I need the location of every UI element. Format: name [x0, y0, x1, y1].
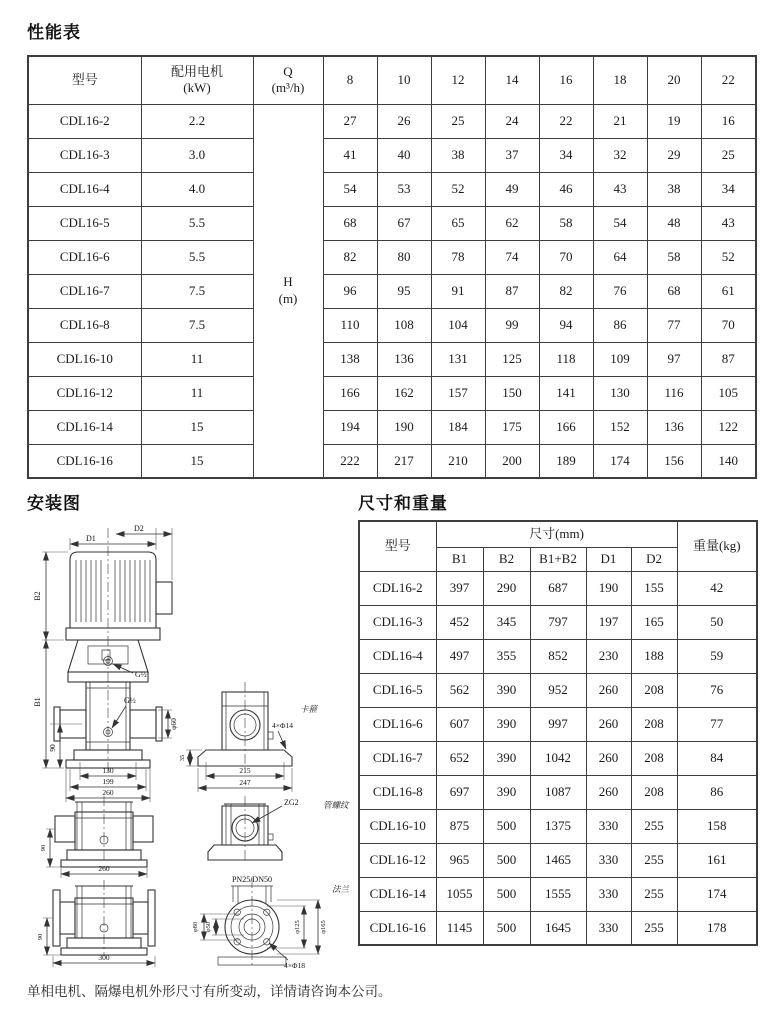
cell-d2: 208	[631, 775, 677, 809]
flange-connection-view	[192, 875, 351, 970]
cell-d1: 330	[586, 809, 631, 843]
cell-head-value: 156	[647, 444, 701, 478]
cell-model: CDL16-12	[28, 376, 141, 410]
cell-model: CDL16-12	[359, 843, 436, 877]
cell-model: CDL16-10	[28, 342, 141, 376]
motor-body	[70, 552, 156, 628]
cell-model: CDL16-6	[359, 707, 436, 741]
cell-model: CDL16-8	[28, 308, 141, 342]
cell-head-value: 29	[647, 138, 701, 172]
cell-b1: 497	[436, 639, 483, 673]
cell-b1b2: 1555	[530, 877, 586, 911]
flange-type-label: 法兰	[332, 884, 350, 894]
dim-260-label: 260	[102, 788, 114, 797]
cell-d1: 260	[586, 775, 631, 809]
table-row	[28, 104, 756, 138]
dim-90-label: 90	[40, 844, 47, 852]
dim-300-label: 300	[98, 953, 110, 962]
dims-col-size: B2	[483, 547, 530, 571]
cell-head-value: 67	[377, 206, 431, 240]
cell-head-value: 32	[593, 138, 647, 172]
cell-d2: 208	[631, 707, 677, 741]
table-row	[359, 775, 757, 809]
cell-motor-kw: 5.5	[141, 206, 253, 240]
cell-motor-kw: 4.0	[141, 172, 253, 206]
cell-head-value: 122	[701, 410, 756, 444]
table-row	[359, 571, 757, 605]
cell-model: CDL16-5	[28, 206, 141, 240]
cell-head-value: 70	[539, 240, 593, 274]
cell-d1: 197	[586, 605, 631, 639]
cell-head-value: 49	[485, 172, 539, 206]
head-unit-line1: H	[283, 273, 293, 289]
dim-d2-label: D2	[134, 524, 144, 533]
footer-note: 单相电机、隔爆电机外形尺寸有所变动，详情请咨询本公司。	[27, 984, 392, 999]
cell-head-value: 64	[593, 240, 647, 274]
dimensions-section-title: 尺寸和重量	[358, 494, 448, 513]
cell-b1b2: 797	[530, 605, 586, 639]
cell-head-value: 80	[377, 240, 431, 274]
cell-head-value: 157	[431, 376, 485, 410]
cell-model: CDL16-7	[28, 274, 141, 308]
cell-b2: 500	[483, 877, 530, 911]
cell-d2: 165	[631, 605, 677, 639]
cell-head-value: 194	[323, 410, 377, 444]
dimensions-table	[358, 520, 758, 946]
cell-head-value: 52	[701, 240, 756, 274]
cell-head-value: 26	[377, 104, 431, 138]
cell-head-value: 34	[539, 138, 593, 172]
dims-col-size-group: 尺寸(mm)	[436, 521, 677, 547]
cell-head-value: 190	[377, 410, 431, 444]
cell-b2: 500	[483, 809, 530, 843]
cell-head-value: 99	[485, 308, 539, 342]
col-header-flow-value: 8	[323, 56, 377, 104]
cell-head-value: 38	[431, 138, 485, 172]
dims-col-size: D2	[631, 547, 677, 571]
cell-b1b2: 1645	[530, 911, 586, 945]
cell-motor-kw: 11	[141, 376, 253, 410]
cell-head-value: 76	[593, 274, 647, 308]
performance-table	[27, 55, 757, 479]
cell-head-value: 86	[593, 308, 647, 342]
dimensions-body	[359, 571, 757, 945]
performance-body	[28, 104, 756, 478]
table-row	[359, 605, 757, 639]
cell-head-value: 68	[323, 206, 377, 240]
cell-head-value: 222	[323, 444, 377, 478]
dim-199-label: 199	[102, 777, 114, 786]
discharge-port	[130, 710, 156, 738]
cell-b1b2: 1375	[530, 809, 586, 843]
cell-b1: 607	[436, 707, 483, 741]
cell-head-value: 140	[701, 444, 756, 478]
cell-head-value: 19	[647, 104, 701, 138]
cell-head-value: 131	[431, 342, 485, 376]
cell-head-value: 16	[701, 104, 756, 138]
table-row	[28, 172, 756, 206]
col-header-motor-line1: 配用电机	[170, 64, 223, 79]
cell-head-value: 97	[647, 342, 701, 376]
cell-d2: 255	[631, 809, 677, 843]
dim-phi80-label: φ80	[192, 921, 199, 933]
cell-model: CDL16-4	[359, 639, 436, 673]
cell-b2: 390	[483, 775, 530, 809]
cell-b2: 290	[483, 571, 530, 605]
cell-d2: 255	[631, 843, 677, 877]
col-header-flow-line1: Q	[283, 64, 293, 79]
cell-weight: 178	[677, 911, 757, 945]
cell-head-value: 210	[431, 444, 485, 478]
dim-90-label: 90	[48, 744, 57, 752]
cell-head-value: 54	[323, 172, 377, 206]
performance-section-title: 性能表	[27, 23, 81, 42]
cell-head-value: 52	[431, 172, 485, 206]
cell-b1: 965	[436, 843, 483, 877]
cell-b2: 390	[483, 707, 530, 741]
cell-head-value: 58	[647, 240, 701, 274]
cell-head-value: 58	[539, 206, 593, 240]
dim-phi125-label: φ125	[294, 920, 301, 934]
cell-model: CDL16-16	[28, 444, 141, 478]
cell-head-value: 21	[593, 104, 647, 138]
motor-flange	[66, 628, 160, 640]
cell-head-value: 105	[701, 376, 756, 410]
dim-phi50-label: φ50	[205, 921, 212, 933]
cell-d1: 260	[586, 741, 631, 775]
col-header-flow-value: 12	[431, 56, 485, 104]
cell-head-value: 70	[701, 308, 756, 342]
dim-g-half-side-label: G½	[124, 696, 136, 705]
cell-b2: 355	[483, 639, 530, 673]
cell-motor-kw: 15	[141, 444, 253, 478]
col-header-flow	[253, 56, 323, 104]
cell-d2: 208	[631, 673, 677, 707]
cell-weight: 50	[677, 605, 757, 639]
cell-weight: 161	[677, 843, 757, 877]
cell-head-value: 40	[377, 138, 431, 172]
cell-weight: 76	[677, 673, 757, 707]
table-row	[28, 206, 756, 240]
cell-b1: 397	[436, 571, 483, 605]
table-row	[28, 274, 756, 308]
table-row	[359, 639, 757, 673]
col-header-motor	[141, 56, 253, 104]
cell-model: CDL16-5	[359, 673, 436, 707]
col-header-flow-value: 18	[593, 56, 647, 104]
cell-head-value: 34	[701, 172, 756, 206]
cell-head-value: 74	[485, 240, 539, 274]
cell-b1b2: 1087	[530, 775, 586, 809]
cell-head-value: 38	[647, 172, 701, 206]
cell-d2: 255	[631, 877, 677, 911]
cell-model: CDL16-2	[359, 571, 436, 605]
cell-head-value: 77	[647, 308, 701, 342]
dims-col-size: B1+B2	[530, 547, 586, 571]
table-row	[28, 308, 756, 342]
cell-head-value: 37	[485, 138, 539, 172]
clamp-type-label: 卡箍	[300, 704, 318, 714]
dim-215-label: 215	[239, 766, 251, 775]
cell-head-value: 166	[323, 376, 377, 410]
cell-motor-kw: 3.0	[141, 138, 253, 172]
cell-head-value: 95	[377, 274, 431, 308]
cell-head-value: 61	[701, 274, 756, 308]
cell-head-value: 116	[647, 376, 701, 410]
col-header-flow-line2: (m³/h)	[271, 80, 305, 96]
cell-motor-kw: 2.2	[141, 104, 253, 138]
cell-head-value: 118	[539, 342, 593, 376]
cell-head-value: 104	[431, 308, 485, 342]
col-header-flow-value: 14	[485, 56, 539, 104]
cell-motor-kw: 5.5	[141, 240, 253, 274]
cell-d1: 190	[586, 571, 631, 605]
cell-model: CDL16-14	[28, 410, 141, 444]
cell-b1: 1055	[436, 877, 483, 911]
cell-d1: 260	[586, 707, 631, 741]
cell-d2: 188	[631, 639, 677, 673]
cell-head-value: 138	[323, 342, 377, 376]
motor-terminal-box	[156, 582, 172, 614]
cell-head-value: 78	[431, 240, 485, 274]
cell-motor-kw: 7.5	[141, 274, 253, 308]
cell-weight: 84	[677, 741, 757, 775]
cell-head-value: 136	[647, 410, 701, 444]
cell-head-value: 130	[593, 376, 647, 410]
cell-head-value: 46	[539, 172, 593, 206]
cell-b1: 1145	[436, 911, 483, 945]
cell-model: CDL16-6	[28, 240, 141, 274]
cell-head-value: 189	[539, 444, 593, 478]
cell-head-value: 82	[539, 274, 593, 308]
pump-side-view-flanged	[37, 880, 155, 967]
cell-head-value: 54	[593, 206, 647, 240]
cell-b1b2: 1042	[530, 741, 586, 775]
cell-model: CDL16-7	[359, 741, 436, 775]
dimensions-header-row1	[359, 521, 757, 547]
cell-head-value: 62	[485, 206, 539, 240]
cell-b1: 652	[436, 741, 483, 775]
table-row	[28, 342, 756, 376]
dim-d1-label: D1	[86, 534, 96, 543]
pump-side-view-ports	[40, 796, 153, 878]
table-row	[359, 809, 757, 843]
cell-model: CDL16-3	[28, 138, 141, 172]
cell-head-value: 108	[377, 308, 431, 342]
cell-head-value: 91	[431, 274, 485, 308]
cell-d2: 255	[631, 911, 677, 945]
cell-head-value: 109	[593, 342, 647, 376]
dim-phi165-label: φ165	[320, 920, 327, 934]
head-unit-line2: (m)	[278, 290, 298, 306]
cell-head-value: 43	[701, 206, 756, 240]
zg2-label: ZG2	[284, 798, 299, 807]
cell-head-value: 141	[539, 376, 593, 410]
cell-b2: 500	[483, 843, 530, 877]
cell-weight: 59	[677, 639, 757, 673]
thread-type-label: 管螺纹	[323, 800, 349, 810]
dim-35-label: 35	[179, 754, 186, 762]
cell-head-value: 25	[431, 104, 485, 138]
cell-head-value: 174	[593, 444, 647, 478]
cell-head-value: 125	[485, 342, 539, 376]
cell-d1: 330	[586, 843, 631, 877]
installation-section-title: 安装图	[27, 494, 81, 513]
table-row	[359, 741, 757, 775]
table-row	[359, 877, 757, 911]
head-unit-merged-cell	[253, 104, 323, 478]
cell-weight: 86	[677, 775, 757, 809]
installation-drawing	[20, 510, 355, 978]
table-row	[28, 240, 756, 274]
cell-model: CDL16-16	[359, 911, 436, 945]
dims-col-size: D1	[586, 547, 631, 571]
dim-130-label: 130	[102, 766, 114, 775]
dim-phi60-label: φ60	[169, 718, 178, 730]
dim-247-label: 247	[239, 778, 251, 787]
cell-head-value: 217	[377, 444, 431, 478]
dim-b1-label: B1	[33, 697, 42, 707]
bolt-holes-18-label: 4×Φ18	[284, 961, 305, 970]
dim-g-half-top-label: G½	[135, 670, 147, 679]
cell-head-value: 166	[539, 410, 593, 444]
cell-head-value: 87	[701, 342, 756, 376]
cell-b2: 500	[483, 911, 530, 945]
cell-head-value: 94	[539, 308, 593, 342]
cell-model: CDL16-10	[359, 809, 436, 843]
table-row	[359, 911, 757, 945]
cell-head-value: 27	[323, 104, 377, 138]
table-row	[28, 444, 756, 478]
dims-col-weight: 重量(kg)	[677, 521, 757, 571]
dim-90-label: 90	[37, 933, 44, 941]
cell-b1: 697	[436, 775, 483, 809]
cell-head-value: 43	[593, 172, 647, 206]
cell-d1: 330	[586, 911, 631, 945]
cell-b1b2: 952	[530, 673, 586, 707]
cell-head-value: 200	[485, 444, 539, 478]
cell-weight: 77	[677, 707, 757, 741]
dims-col-model: 型号	[359, 521, 436, 571]
col-header-flow-value: 10	[377, 56, 431, 104]
cell-model: CDL16-8	[359, 775, 436, 809]
motor-fins	[76, 560, 150, 622]
thread-connection-view	[208, 796, 350, 862]
cell-head-value: 65	[431, 206, 485, 240]
cell-head-value: 96	[323, 274, 377, 308]
dims-col-size: B1	[436, 547, 483, 571]
cell-b1b2: 997	[530, 707, 586, 741]
pn-rating-label: PN25/DN50	[231, 875, 273, 884]
cell-motor-kw: 15	[141, 410, 253, 444]
cell-d2: 208	[631, 741, 677, 775]
cell-model: CDL16-2	[28, 104, 141, 138]
cell-model: CDL16-14	[359, 877, 436, 911]
table-row	[359, 707, 757, 741]
cell-d2: 155	[631, 571, 677, 605]
cell-head-value: 24	[485, 104, 539, 138]
cell-b2: 390	[483, 673, 530, 707]
cell-head-value: 22	[539, 104, 593, 138]
cell-d1: 230	[586, 639, 631, 673]
cell-head-value: 87	[485, 274, 539, 308]
cell-head-value: 82	[323, 240, 377, 274]
cell-head-value: 110	[323, 308, 377, 342]
cell-motor-kw: 7.5	[141, 308, 253, 342]
cell-head-value: 175	[485, 410, 539, 444]
cell-model: CDL16-3	[359, 605, 436, 639]
cell-weight: 42	[677, 571, 757, 605]
table-row	[28, 410, 756, 444]
cell-head-value: 136	[377, 342, 431, 376]
cell-head-value: 41	[323, 138, 377, 172]
cell-weight: 158	[677, 809, 757, 843]
cell-d1: 260	[586, 673, 631, 707]
col-header-flow-value: 16	[539, 56, 593, 104]
dim-b2-label: B2	[33, 591, 42, 601]
performance-header-row	[28, 56, 756, 104]
col-header-motor-line2: (kW)	[183, 80, 211, 96]
bolt-holes-14-label: 4×Φ14	[272, 721, 293, 730]
cell-head-value: 25	[701, 138, 756, 172]
cell-head-value: 162	[377, 376, 431, 410]
col-header-flow-value: 22	[701, 56, 756, 104]
cell-b1: 452	[436, 605, 483, 639]
cell-head-value: 184	[431, 410, 485, 444]
cell-b1: 562	[436, 673, 483, 707]
col-header-flow-value: 20	[647, 56, 701, 104]
cell-weight: 174	[677, 877, 757, 911]
clamp-connection-view	[179, 682, 319, 792]
table-row	[28, 376, 756, 410]
table-row	[359, 843, 757, 877]
cell-head-value: 53	[377, 172, 431, 206]
pump-elevation-view	[33, 524, 178, 802]
cell-b1: 875	[436, 809, 483, 843]
cell-b2: 390	[483, 741, 530, 775]
dim-260-label: 260	[98, 864, 110, 873]
cell-motor-kw: 11	[141, 342, 253, 376]
cell-d1: 330	[586, 877, 631, 911]
cell-b1b2: 852	[530, 639, 586, 673]
cell-head-value: 152	[593, 410, 647, 444]
table-row	[28, 138, 756, 172]
cell-b1b2: 1465	[530, 843, 586, 877]
cell-head-value: 150	[485, 376, 539, 410]
table-row	[359, 673, 757, 707]
cell-b1b2: 687	[530, 571, 586, 605]
cell-b2: 345	[483, 605, 530, 639]
cell-model: CDL16-4	[28, 172, 141, 206]
col-header-model: 型号	[28, 56, 141, 104]
cell-head-value: 68	[647, 274, 701, 308]
cell-head-value: 48	[647, 206, 701, 240]
